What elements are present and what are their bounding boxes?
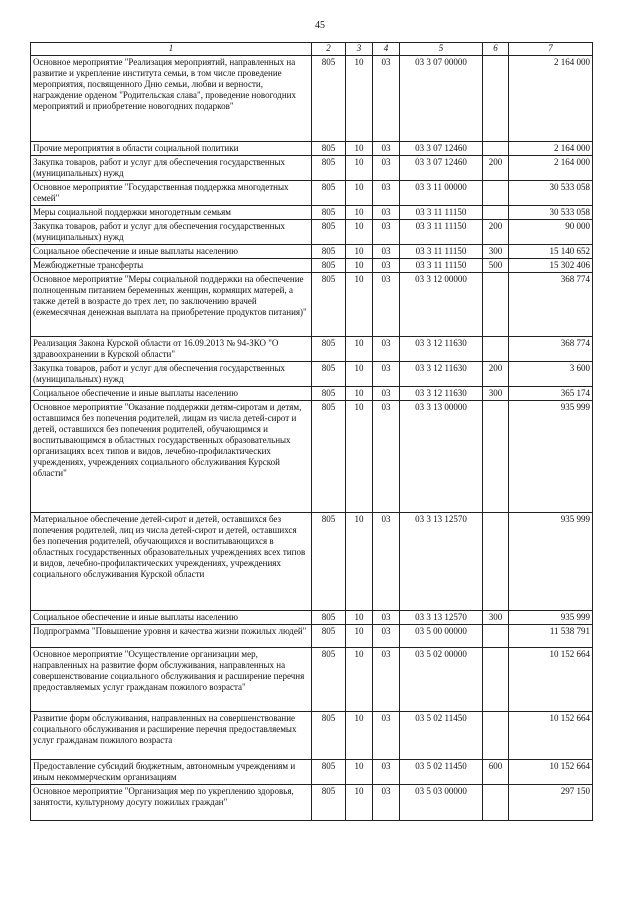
row-section: 10 xyxy=(346,259,373,273)
row-subsection: 03 xyxy=(373,206,400,220)
row-target-code: 03 5 00 00000 xyxy=(400,625,483,648)
header-cell: 3 xyxy=(346,43,373,56)
row-name: Основное мероприятие "Осуществление организации мер, направленных на развитие форм обслуживания, направленных на совершенствование социального обслуживания и расширение перечня предоставляемых услуг гражданам пожилого возраста" xyxy=(31,648,312,712)
row-expense-type: 200 xyxy=(483,220,509,245)
row-subsection: 03 xyxy=(373,181,400,206)
row-section: 10 xyxy=(346,401,373,513)
row-target-code: 03 5 03 00000 xyxy=(400,785,483,821)
row-subsection: 03 xyxy=(373,245,400,259)
row-expense-type: 300 xyxy=(483,387,509,401)
row-name: Социальное обеспечение и иные выплаты населению xyxy=(31,245,312,259)
row-name: Основное мероприятие "Реализация мероприятий, направленных на развитие и укрепление института семьи, в том числе проведение мероприятия, посвященного Дню семьи, любви и верности, награждение орденом "Родительская слава", проведение новогодних мероприятий и приобретение новогодних подарков" xyxy=(31,56,312,142)
table-row xyxy=(31,259,593,273)
row-section: 10 xyxy=(346,760,373,785)
row-subsection: 03 xyxy=(373,259,400,273)
row-amount: 90 000 xyxy=(509,220,593,245)
row-target-code: 03 3 11 00000 xyxy=(400,181,483,206)
row-section: 10 xyxy=(346,625,373,648)
row-expense-type xyxy=(483,785,509,821)
row-subsection: 03 xyxy=(373,625,400,648)
table-row xyxy=(31,785,593,821)
header-cell: 5 xyxy=(400,43,483,56)
row-expense-type: 300 xyxy=(483,245,509,259)
row-subsection: 03 xyxy=(373,142,400,156)
row-target-code: 03 3 07 12460 xyxy=(400,156,483,181)
row-target-code: 03 3 13 12570 xyxy=(400,513,483,611)
row-target-code: 03 3 13 00000 xyxy=(400,401,483,513)
row-amount: 11 538 791 xyxy=(509,625,593,648)
row-subsection: 03 xyxy=(373,401,400,513)
row-target-code: 03 5 02 11450 xyxy=(400,760,483,785)
header-cell: 2 xyxy=(312,43,346,56)
row-admin-code: 805 xyxy=(312,712,346,760)
row-admin-code: 805 xyxy=(312,648,346,712)
row-amount: 935 999 xyxy=(509,513,593,611)
row-name: Социальное обеспечение и иные выплаты населению xyxy=(31,387,312,401)
row-amount: 2 164 000 xyxy=(509,142,593,156)
row-expense-type: 200 xyxy=(483,362,509,387)
row-section: 10 xyxy=(346,142,373,156)
row-section: 10 xyxy=(346,273,373,337)
table-row xyxy=(31,712,593,760)
row-admin-code: 805 xyxy=(312,56,346,142)
row-amount: 3 600 xyxy=(509,362,593,387)
row-name: Закупка товаров, работ и услуг для обеспечения государственных (муниципальных) нужд xyxy=(31,362,312,387)
row-amount: 2 164 000 xyxy=(509,156,593,181)
row-admin-code: 805 xyxy=(312,156,346,181)
row-amount: 368 774 xyxy=(509,273,593,337)
row-subsection: 03 xyxy=(373,156,400,181)
row-target-code: 03 5 02 00000 xyxy=(400,648,483,712)
row-target-code: 03 3 11 11150 xyxy=(400,220,483,245)
table-row xyxy=(31,220,593,245)
row-section: 10 xyxy=(346,181,373,206)
row-target-code: 03 3 12 11630 xyxy=(400,362,483,387)
row-section: 10 xyxy=(346,206,373,220)
row-expense-type xyxy=(483,56,509,142)
row-subsection: 03 xyxy=(373,712,400,760)
row-amount: 365 174 xyxy=(509,387,593,401)
table-row xyxy=(31,513,593,611)
row-section: 10 xyxy=(346,387,373,401)
row-section: 10 xyxy=(346,220,373,245)
table-row xyxy=(31,648,593,712)
table-row xyxy=(31,181,593,206)
row-expense-type xyxy=(483,712,509,760)
row-name: Реализация Закона Курской области от 16.09.2013 № 94-ЗКО "О здравоохранении в Курской области" xyxy=(31,337,312,362)
row-admin-code: 805 xyxy=(312,362,346,387)
table-row xyxy=(31,337,593,362)
row-expense-type: 500 xyxy=(483,259,509,273)
row-amount: 10 152 664 xyxy=(509,760,593,785)
row-admin-code: 805 xyxy=(312,259,346,273)
row-section: 10 xyxy=(346,337,373,362)
table-row xyxy=(31,142,593,156)
row-amount: 15 140 652 xyxy=(509,245,593,259)
row-target-code: 03 3 12 00000 xyxy=(400,273,483,337)
row-name: Основное мероприятие "Организация мер по укреплению здоровья, занятости, культурному досугу пожилых граждан" xyxy=(31,785,312,821)
row-section: 10 xyxy=(346,611,373,625)
row-admin-code: 805 xyxy=(312,625,346,648)
row-amount: 368 774 xyxy=(509,337,593,362)
header-cell: 1 xyxy=(31,43,312,56)
row-subsection: 03 xyxy=(373,273,400,337)
row-section: 10 xyxy=(346,156,373,181)
table-row xyxy=(31,611,593,625)
row-name: Основное мероприятие "Меры социальной поддержки на обеспечение полноценным питанием беременных женщин, кормящих матерей, а также детей в возрасте до трех лет, по заключению врачей (ежемесячная денежная выплата на приобретение продуктов питания)" xyxy=(31,273,312,337)
table-row xyxy=(31,362,593,387)
row-subsection: 03 xyxy=(373,785,400,821)
row-target-code: 03 3 11 11150 xyxy=(400,206,483,220)
row-admin-code: 805 xyxy=(312,245,346,259)
table-row xyxy=(31,625,593,648)
row-expense-type: 600 xyxy=(483,760,509,785)
row-subsection: 03 xyxy=(373,337,400,362)
row-amount: 15 302 406 xyxy=(509,259,593,273)
row-expense-type xyxy=(483,625,509,648)
row-target-code: 03 3 11 11150 xyxy=(400,259,483,273)
row-amount: 297 150 xyxy=(509,785,593,821)
row-section: 10 xyxy=(346,245,373,259)
row-expense-type xyxy=(483,142,509,156)
row-target-code: 03 3 12 11630 xyxy=(400,387,483,401)
row-section: 10 xyxy=(346,648,373,712)
row-subsection: 03 xyxy=(373,611,400,625)
table-row xyxy=(31,206,593,220)
row-target-code: 03 3 13 12570 xyxy=(400,611,483,625)
row-subsection: 03 xyxy=(373,220,400,245)
row-name: Материальное обеспечение детей-сирот и детей, оставшихся без попечения родителей, лиц из числа детей-сирот и детей, оставшихся без попечения родителей, обучающихся и воспитывающихся в областных государственных образовательных учреждениях всех типов и видов, лечебно-профилактических учреждениях, учреждениях социального обслуживания Курской области xyxy=(31,513,312,611)
row-name: Подпрограмма "Повышение уровня и качества жизни пожилых людей" xyxy=(31,625,312,648)
row-subsection: 03 xyxy=(373,760,400,785)
table-row xyxy=(31,56,593,142)
row-amount: 30 533 058 xyxy=(509,206,593,220)
row-subsection: 03 xyxy=(373,362,400,387)
row-expense-type xyxy=(483,401,509,513)
row-expense-type xyxy=(483,648,509,712)
row-amount: 10 152 664 xyxy=(509,648,593,712)
row-admin-code: 805 xyxy=(312,785,346,821)
header-cell: 7 xyxy=(509,43,593,56)
row-target-code: 03 3 07 12460 xyxy=(400,142,483,156)
row-admin-code: 805 xyxy=(312,401,346,513)
table-row xyxy=(31,387,593,401)
row-target-code: 03 5 02 11450 xyxy=(400,712,483,760)
table-row xyxy=(31,273,593,337)
row-target-code: 03 3 12 11630 xyxy=(400,337,483,362)
table-row xyxy=(31,245,593,259)
row-admin-code: 805 xyxy=(312,273,346,337)
row-expense-type: 300 xyxy=(483,611,509,625)
row-expense-type xyxy=(483,206,509,220)
table-row xyxy=(31,760,593,785)
header-cell: 6 xyxy=(483,43,509,56)
row-name: Основное мероприятие "Оказание поддержки детям-сиротам и детям, оставшимся без попечения родителей, лицам из числа детей-сирот и детей, оставшихся без попечения родителей, обучающимся и воспитывающимся в областных государственных образовательных организациях всех типов и видов, лечебно-профилактических учреждениях, учреждениях социального обслуживания Курской области" xyxy=(31,401,312,513)
row-admin-code: 805 xyxy=(312,760,346,785)
row-expense-type xyxy=(483,273,509,337)
row-amount: 30 533 058 xyxy=(509,181,593,206)
row-admin-code: 805 xyxy=(312,181,346,206)
row-name: Закупка товаров, работ и услуг для обеспечения государственных (муниципальных) нужд xyxy=(31,220,312,245)
row-subsection: 03 xyxy=(373,513,400,611)
row-admin-code: 805 xyxy=(312,337,346,362)
row-section: 10 xyxy=(346,785,373,821)
row-amount: 10 152 664 xyxy=(509,712,593,760)
row-target-code: 03 3 11 11150 xyxy=(400,245,483,259)
budget-table xyxy=(30,42,593,821)
row-target-code: 03 3 07 00000 xyxy=(400,56,483,142)
table-row xyxy=(31,156,593,181)
row-amount: 935 999 xyxy=(509,611,593,625)
row-name: Межбюджетные трансферты xyxy=(31,259,312,273)
row-amount: 2 164 000 xyxy=(509,56,593,142)
row-name: Меры социальной поддержки многодетным семьям xyxy=(31,206,312,220)
header-cell: 4 xyxy=(373,43,400,56)
row-expense-type xyxy=(483,337,509,362)
row-name: Прочие мероприятия в области социальной политики xyxy=(31,142,312,156)
header-row xyxy=(31,43,593,56)
row-subsection: 03 xyxy=(373,387,400,401)
row-name: Закупка товаров, работ и услуг для обеспечения государственных (муниципальных) нужд xyxy=(31,156,312,181)
row-admin-code: 805 xyxy=(312,387,346,401)
row-section: 10 xyxy=(346,362,373,387)
row-section: 10 xyxy=(346,513,373,611)
row-admin-code: 805 xyxy=(312,513,346,611)
row-admin-code: 805 xyxy=(312,611,346,625)
row-admin-code: 805 xyxy=(312,220,346,245)
row-name: Социальное обеспечение и иные выплаты населению xyxy=(31,611,312,625)
row-section: 10 xyxy=(346,712,373,760)
page-number: 45 xyxy=(315,20,325,31)
row-name: Предоставление субсидий бюджетным, автономным учреждениям и иным некоммерческим организациям xyxy=(31,760,312,785)
row-name: Основное мероприятие "Государственная поддержка многодетных семей" xyxy=(31,181,312,206)
row-amount: 935 999 xyxy=(509,401,593,513)
row-expense-type xyxy=(483,513,509,611)
row-expense-type: 200 xyxy=(483,156,509,181)
row-section: 10 xyxy=(346,56,373,142)
row-expense-type xyxy=(483,181,509,206)
row-name: Развитие форм обслуживания, направленных на совершенствование социального обслуживания и расширение перечня предоставляемых услуг гражданам пожилого возраста xyxy=(31,712,312,760)
row-subsection: 03 xyxy=(373,648,400,712)
table-row xyxy=(31,401,593,513)
row-admin-code: 805 xyxy=(312,142,346,156)
row-admin-code: 805 xyxy=(312,206,346,220)
row-subsection: 03 xyxy=(373,56,400,142)
